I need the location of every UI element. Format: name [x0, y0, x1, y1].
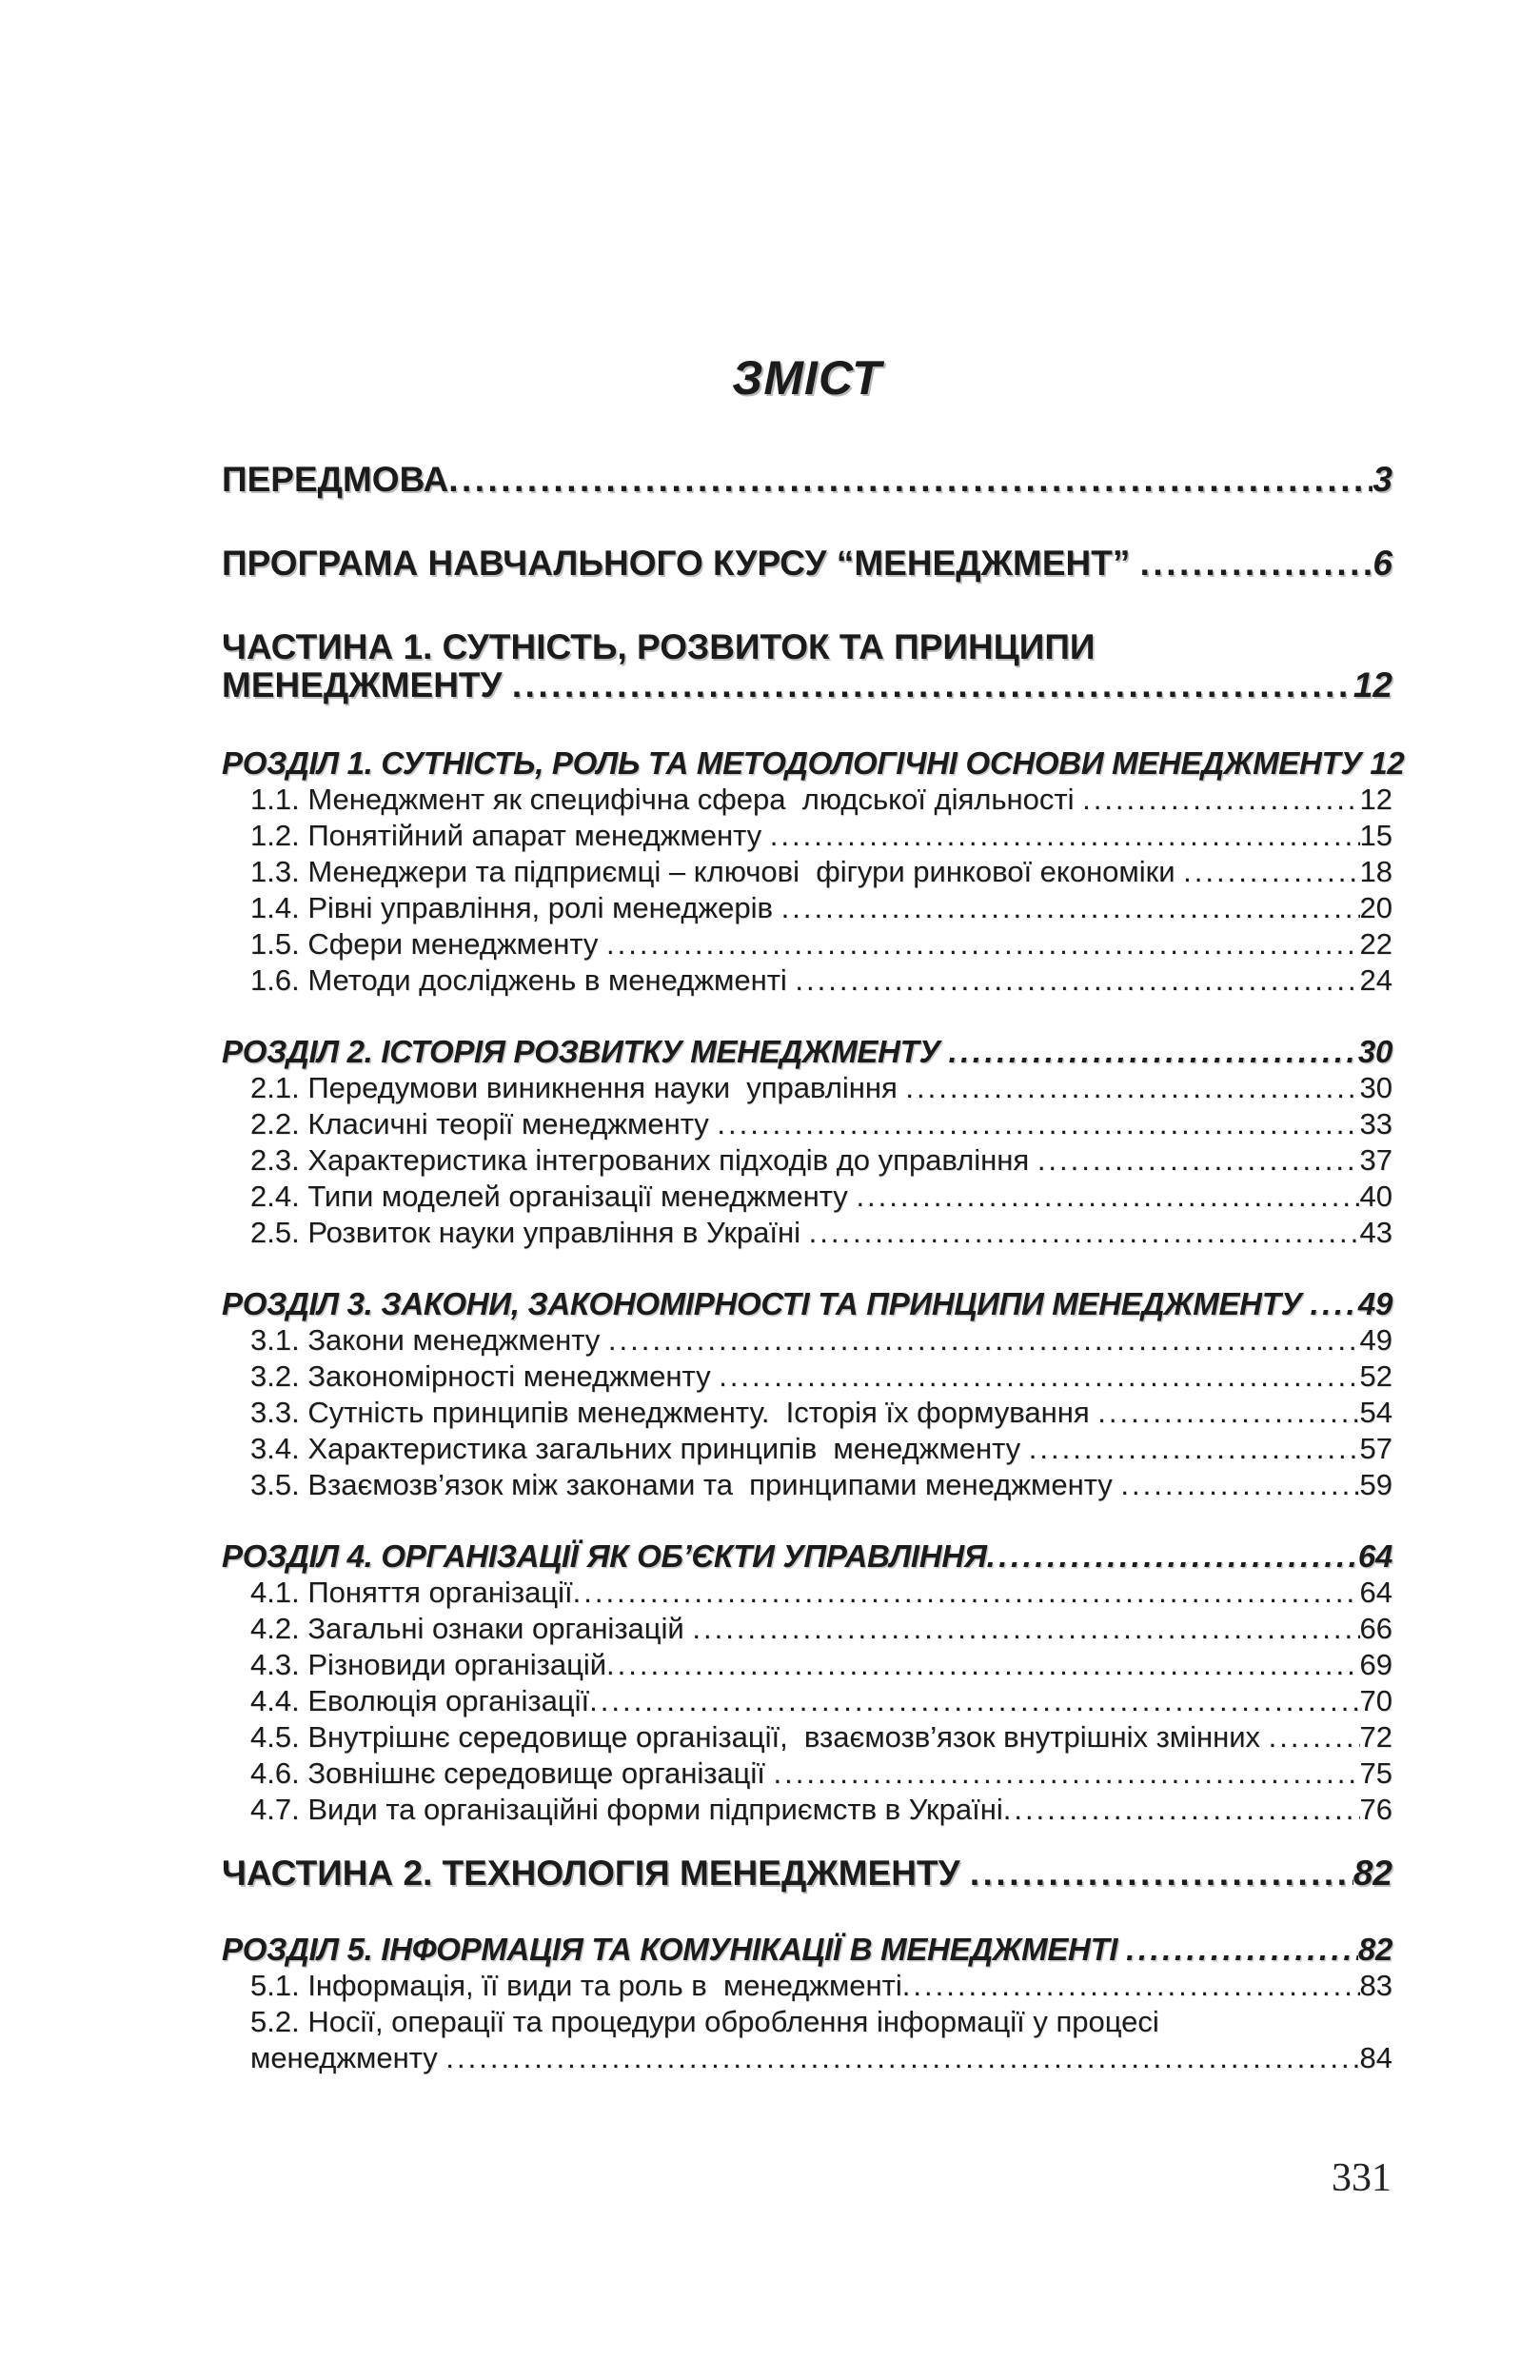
toc-entry-text: РОЗДІЛ 3. ЗАКОНИ, ЗАКОНОМІРНОСТІ ТА ПРИНЦИПИ МЕНЕДЖМЕНТУ	[222, 1286, 1311, 1321]
toc-entry-row	[250, 1215, 1392, 1251]
toc-entry-text: ЧАСТИНА 2. ТЕХНОЛОГІЯ МЕНЕДЖМЕНТУ	[222, 1854, 970, 1893]
toc-entry-text: 3.5. Взаємозв’язок між законами та принципами менеджменту	[250, 1468, 1121, 1501]
toc-entry-page-number: 84	[1359, 2041, 1392, 2074]
toc-entry	[222, 1285, 1392, 1322]
toc-entry-text: МЕНЕДЖМЕНТУ	[222, 665, 512, 704]
toc-entry-row	[250, 1322, 1392, 1359]
dot-leader	[573, 1575, 1360, 1611]
toc-entry-text: 3.3. Сутність принципів менеджменту. Історія їх формування	[250, 1396, 1098, 1429]
toc-entry	[222, 1033, 1392, 1070]
toc-entry	[222, 926, 1392, 962]
dot-leader	[770, 818, 1360, 854]
dot-leader	[795, 962, 1359, 999]
toc-entry-row	[250, 890, 1392, 926]
toc-entry-page-number: 64	[1359, 1576, 1392, 1609]
toc-entry-page-number: 82	[1352, 1854, 1392, 1893]
toc-entry-text: ПЕРЕДМОВА	[222, 460, 449, 499]
toc-entry-text: ПРОГРАМА НАВЧАЛЬНОГО КУРСУ “МЕНЕДЖМЕНТ”	[222, 544, 1140, 583]
toc-entry-page-number: 72	[1359, 1720, 1392, 1754]
toc-entry-page-number: 83	[1359, 1969, 1392, 2002]
toc-entry-page-number: 75	[1359, 1756, 1392, 1790]
footer-page-number: 331	[1332, 2156, 1392, 2200]
dot-leader	[1140, 545, 1373, 583]
toc-entry	[222, 1575, 1392, 1611]
toc-entry-page-number: 49	[1357, 1286, 1392, 1321]
toc-entry-page-number: 18	[1359, 855, 1392, 888]
toc-entry-row	[250, 1467, 1392, 1503]
dot-leader	[1183, 854, 1359, 890]
dot-leader	[589, 1683, 1359, 1719]
toc-entry	[222, 1683, 1392, 1719]
toc-entry	[222, 818, 1392, 854]
toc-entry-row	[250, 1683, 1392, 1719]
dot-leader	[970, 1854, 1353, 1893]
toc-entry-row	[250, 962, 1392, 999]
toc-entry-text: 1.6. Методи досліджень в менеджменті	[250, 963, 796, 997]
dot-leader	[1126, 1931, 1358, 1968]
toc-entry	[222, 890, 1392, 926]
dot-leader	[1120, 1467, 1359, 1503]
toc-entry-row	[222, 545, 1392, 583]
dot-leader	[608, 1322, 1360, 1359]
toc-entry-row	[250, 1792, 1392, 1828]
toc-entry-page-number: 6	[1372, 544, 1392, 583]
toc-entry-page-number: 12	[1370, 745, 1405, 781]
toc-entry-row	[250, 1395, 1392, 1431]
toc-entry-row	[250, 1106, 1392, 1142]
dot-leader	[1029, 1431, 1360, 1467]
toc-entry-row	[250, 1611, 1392, 1647]
toc-entry-text: 4.5. Внутрішнє середовище організації, взаємозв’язок внутрішніх змінних	[250, 1720, 1269, 1754]
toc-entry-page-number: 49	[1359, 1323, 1392, 1357]
toc-entry-page-number: 54	[1359, 1396, 1392, 1429]
toc-entry-row	[250, 1755, 1392, 1792]
toc-entry	[222, 628, 1392, 704]
text-column	[222, 351, 1405, 2076]
toc-entry-row	[222, 666, 1392, 704]
toc-entry-row	[222, 1854, 1392, 1893]
toc-entry-page-number: 66	[1359, 1612, 1392, 1645]
toc-entry	[222, 744, 1405, 782]
toc-entry-page-number: 30	[1359, 1071, 1392, 1104]
toc-entry-row	[222, 1285, 1392, 1322]
toc-entry-text: 4.7. Види та організаційні форми підприємств в Україні	[250, 1793, 1003, 1826]
toc-entry-text: 2.3. Характеристика інтегрованих підходів до управління	[250, 1143, 1037, 1177]
dot-leader	[719, 1359, 1359, 1395]
toc-entry-page-number: 37	[1359, 1143, 1392, 1177]
dot-leader	[1311, 1285, 1358, 1322]
toc-entry-text: ЧАСТИНА 1. СУТНІСТЬ, РОЗВИТОК ТА ПРИНЦИПИ	[222, 627, 1096, 666]
dot-leader	[774, 1755, 1360, 1792]
toc-entry	[222, 1322, 1392, 1359]
toc-entry	[222, 962, 1392, 999]
dot-leader	[1269, 1719, 1360, 1755]
toc-entry-text: РОЗДІЛ 2. ІСТОРІЯ РОЗВИТКУ МЕНЕДЖМЕНТУ	[222, 1034, 949, 1069]
toc-entry-row	[250, 818, 1392, 854]
toc-entry-row	[222, 1033, 1392, 1070]
toc-entry-row	[250, 1719, 1392, 1755]
toc-entry-page-number: 70	[1359, 1684, 1392, 1717]
toc-entry	[222, 545, 1392, 583]
toc-entry-text: 4.1. Поняття організації	[250, 1576, 573, 1609]
dot-leader	[948, 1033, 1357, 1070]
toc-entry	[222, 1359, 1392, 1395]
dot-leader	[1037, 1142, 1360, 1179]
dot-leader	[856, 1179, 1359, 1215]
dot-leader	[606, 926, 1360, 962]
toc-entry-row	[250, 1575, 1392, 1611]
toc-entry-row	[222, 744, 1405, 782]
toc-entry-page-number: 22	[1359, 927, 1392, 961]
toc-entry-page-number: 59	[1359, 1468, 1392, 1501]
toc-entry	[222, 1142, 1392, 1179]
toc-entry-page-number: 40	[1359, 1180, 1392, 1213]
toc-entry-page-number: 15	[1359, 819, 1392, 852]
toc-list	[222, 460, 1405, 2076]
toc-entry	[222, 1968, 1392, 2004]
toc-entry	[222, 782, 1392, 818]
toc-entry-page-number: 82	[1357, 1932, 1392, 1967]
toc-entry-text: 1.1. Менеджмент як специфічна сфера людської діяльності	[250, 783, 1083, 816]
toc-entry-text: 5.2. Носії, операції та процедури оброблення інформації у процесі	[250, 2005, 1159, 2038]
toc-entry-page-number: 12	[1359, 783, 1392, 816]
toc-entry-text: РОЗДІЛ 4. ОРГАНІЗАЦІЇ ЯК ОБ’ЄКТИ УПРАВЛІННЯ	[222, 1538, 987, 1574]
toc-entry-text: 4.4. Еволюція організації	[250, 1684, 590, 1717]
dot-leader	[717, 1106, 1359, 1142]
dot-leader	[902, 1968, 1360, 2004]
toc-entry-text: 2.5. Розвиток науки управління в Україні	[250, 1216, 809, 1249]
toc-entry-row	[250, 1359, 1392, 1395]
dot-leader	[692, 1611, 1359, 1647]
toc-entry-row	[250, 1179, 1392, 1215]
toc-entry	[222, 1931, 1392, 1968]
toc-entry-row	[250, 782, 1392, 818]
dot-leader	[1003, 1792, 1360, 1828]
toc-entry-row	[222, 1537, 1392, 1575]
toc-entry-page-number: 57	[1359, 1432, 1392, 1465]
dot-leader	[445, 2040, 1359, 2076]
toc-entry-page-number: 76	[1359, 1793, 1392, 1826]
toc-entry-row	[250, 1431, 1392, 1467]
toc-entry	[222, 1395, 1392, 1431]
toc-entry	[222, 1431, 1392, 1467]
toc-entry-page-number: 43	[1359, 1216, 1392, 1249]
toc-entry	[222, 1755, 1392, 1792]
toc-entry-page-number: 30	[1357, 1034, 1392, 1069]
dot-leader	[512, 666, 1353, 704]
toc-entry-page-number: 20	[1359, 891, 1392, 924]
toc-entry	[222, 1537, 1392, 1575]
toc-entry-row	[250, 1968, 1392, 2004]
toc-entry	[222, 1719, 1392, 1755]
toc-entry	[222, 1106, 1392, 1142]
toc-entry	[222, 1792, 1392, 1828]
toc-entry-row	[250, 2040, 1392, 2076]
dot-leader	[1097, 1395, 1359, 1431]
toc-entry	[222, 2004, 1392, 2076]
toc-entry-page-number: 52	[1359, 1359, 1392, 1393]
dot-leader	[987, 1537, 1358, 1575]
page-title: ЗМІСТ	[732, 351, 882, 405]
dot-leader	[448, 461, 1372, 499]
toc-entry-text: 4.3. Різновиди організацій	[250, 1648, 607, 1681]
dot-leader	[606, 1647, 1359, 1683]
toc-entry-text: 1.3. Менеджери та підприємці – ключові фігури ринкової економіки	[250, 855, 1184, 888]
toc-entry	[222, 1854, 1392, 1893]
toc-entry	[222, 461, 1392, 499]
toc-entry-row	[250, 1142, 1392, 1179]
toc-entry-text: РОЗДІЛ 5. ІНФОРМАЦІЯ ТА КОМУНІКАЦІЇ В МЕНЕДЖМЕНТІ	[222, 1932, 1127, 1967]
toc-entry-text: 1.2. Понятійний апарат менеджменту	[250, 819, 770, 852]
toc-entry-page-number: 24	[1359, 963, 1392, 997]
toc-entry-text: РОЗДІЛ 1. СУТНІСТЬ, РОЛЬ ТА МЕТОДОЛОГІЧНІ ОСНОВИ МЕНЕДЖМЕНТУ	[222, 745, 1371, 781]
toc-entry-text: 2.2. Класичні теорії менеджменту	[250, 1107, 718, 1140]
toc-entry-text: 1.4. Рівні управління, ролі менеджерів	[250, 891, 781, 924]
toc-entry	[222, 854, 1392, 890]
toc-entry-row	[222, 1931, 1392, 1968]
toc-entry	[222, 1215, 1392, 1251]
toc-entry-text: 4.2. Загальні ознаки організацій	[250, 1612, 693, 1645]
toc-entry-text: 2.1. Передумови виникнення науки управління	[250, 1071, 906, 1104]
toc-entry-row	[250, 1070, 1392, 1106]
toc-entry-text: 5.1. Інформація, її види та роль в менеджменті	[250, 1969, 902, 2002]
toc-entry-text: 2.4. Типи моделей організації менеджменту	[250, 1180, 857, 1213]
dot-leader	[1082, 782, 1359, 818]
toc-entry-row	[222, 461, 1392, 499]
toc-entry-page-number: 12	[1352, 665, 1392, 704]
toc-entry-text: 3.4. Характеристика загальних принципів менеджменту	[250, 1432, 1029, 1465]
toc-entry-page-number: 64	[1357, 1538, 1392, 1574]
toc-entry-page-number: 33	[1359, 1107, 1392, 1140]
toc-entry	[222, 1467, 1392, 1503]
toc-entry-text: 1.5. Сфери менеджменту	[250, 927, 607, 961]
dot-leader	[809, 1215, 1360, 1251]
toc-entry	[222, 1179, 1392, 1215]
toc-entry-text: 3.1. Закони менеджменту	[250, 1323, 608, 1357]
dot-leader	[781, 890, 1360, 926]
toc-entry-row	[250, 926, 1392, 962]
toc-entry-page-number: 3	[1372, 460, 1392, 499]
toc-entry	[222, 1647, 1392, 1683]
toc-entry-page-number: 69	[1359, 1648, 1392, 1681]
toc-entry-text: менеджменту	[250, 2041, 446, 2074]
toc-entry	[222, 1070, 1392, 1106]
toc-entry	[222, 1611, 1392, 1647]
toc-entry-text: 4.6. Зовнішнє середовище організації	[250, 1756, 774, 1790]
toc-entry-row	[250, 854, 1392, 890]
dot-leader	[905, 1070, 1359, 1106]
toc-entry-row	[250, 1647, 1392, 1683]
toc-entry-text: 3.2. Закономірності менеджменту	[250, 1359, 720, 1393]
